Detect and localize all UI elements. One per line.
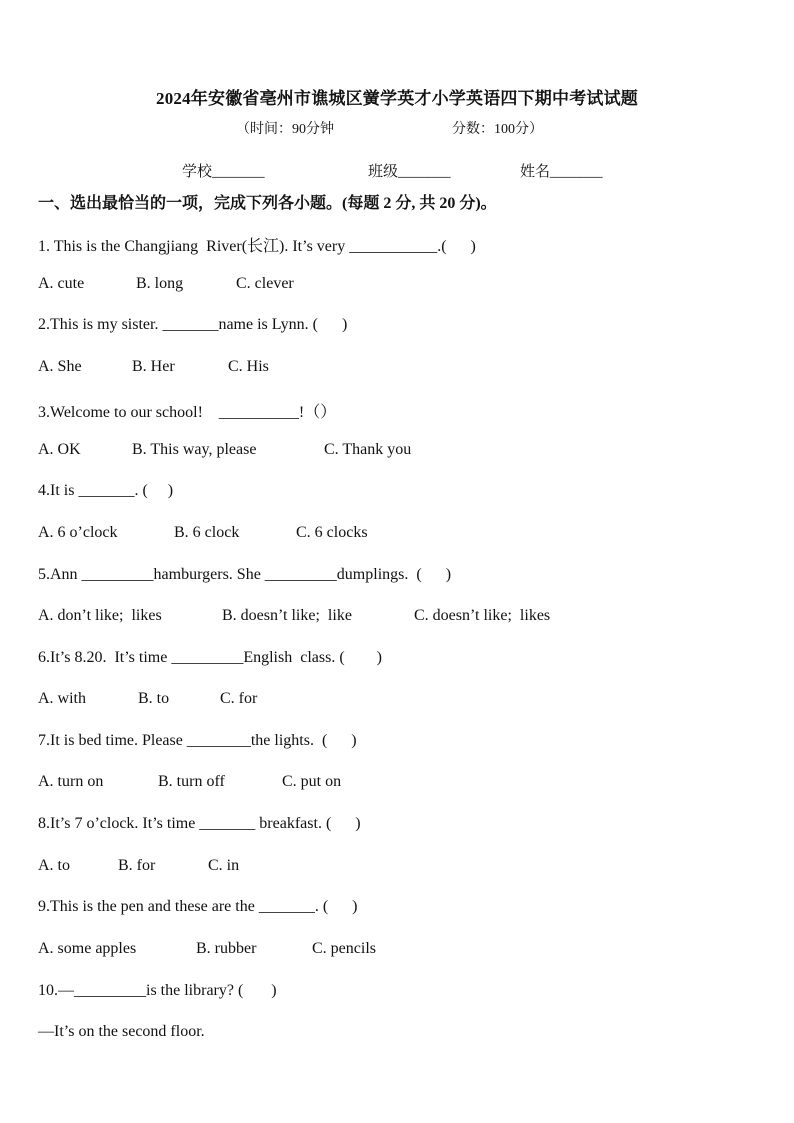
- q6-option-b: B. to: [138, 690, 170, 707]
- q1-option-b: B. long: [136, 275, 184, 292]
- question-6: 6.It’s 8.20. It’s time _________English class. ( ): [38, 649, 382, 666]
- q9-option-c: C. pencils: [312, 940, 376, 957]
- page-title: 2024年安徽省亳州市谯城区黉学英才小学英语四下期中考试试题: [156, 89, 638, 108]
- section-heading: 一、选出最恰当的一项，完成下列各小题。(每题 2 分, 共 20 分)。: [38, 195, 497, 212]
- question-5: 5.Ann _________hamburgers. She _________dumplings. ( ): [38, 566, 452, 583]
- question-7: 7.It is bed time. Please ________the lights. ( ): [38, 732, 357, 749]
- q2-option-a: A. She: [38, 358, 82, 375]
- name-field: 姓名_______: [520, 164, 603, 180]
- q7-option-b: B. turn off: [158, 773, 225, 790]
- q5-option-c: C. doesn’t like; likes: [414, 607, 551, 624]
- q7-option-c: C. put on: [282, 773, 342, 790]
- class-field: 班级_______: [368, 164, 451, 180]
- school-field: 学校_______: [182, 164, 265, 180]
- question-10: 10.—_________is the library? ( ): [38, 982, 277, 999]
- question-3: 3.Welcome to our school! __________!（）: [38, 404, 337, 421]
- question-4: 4.It is _______. ( ): [38, 482, 174, 499]
- q8-option-b: B. for: [118, 857, 156, 874]
- q6-option-c: C. for: [220, 690, 258, 707]
- q3-option-b: B. This way, please: [132, 441, 257, 458]
- q8-option-a: A. to: [38, 857, 70, 874]
- q7-option-a: A. turn on: [38, 773, 104, 790]
- q8-option-c: C. in: [208, 857, 240, 874]
- q9-option-b: B. rubber: [196, 940, 257, 957]
- q9-option-a: A. some apples: [38, 940, 137, 957]
- q1-option-c: C. clever: [236, 275, 294, 292]
- question-1: 1. This is the Changjiang River(长江). It’s very ___________.( ): [38, 238, 476, 255]
- question-2: 2.This is my sister. _______name is Lynn. ( ): [38, 316, 348, 333]
- q3-option-a: A. OK: [38, 441, 81, 458]
- q5-option-b: B. doesn’t like; like: [222, 607, 352, 624]
- q4-option-a: A. 6 o’clock: [38, 524, 118, 541]
- q5-option-a: A. don’t like; likes: [38, 607, 162, 624]
- question-9: 9.This is the pen and these are the _______. ( ): [38, 898, 358, 915]
- q2-option-c: C. His: [228, 358, 269, 375]
- q1-option-a: A. cute: [38, 275, 85, 292]
- q4-option-c: C. 6 clocks: [296, 524, 368, 541]
- question-8: 8.It’s 7 o’clock. It’s time _______ breakfast. ( ): [38, 815, 361, 832]
- q6-option-a: A. with: [38, 690, 86, 707]
- exam-score: 分数：100分）: [452, 122, 543, 137]
- exam-time: （时间：90分钟: [236, 122, 334, 137]
- answer-line: —It’s on the second floor.: [38, 1023, 205, 1040]
- q3-option-c: C. Thank you: [324, 441, 412, 458]
- q2-option-b: B. Her: [132, 358, 175, 375]
- q4-option-b: B. 6 clock: [174, 524, 240, 541]
